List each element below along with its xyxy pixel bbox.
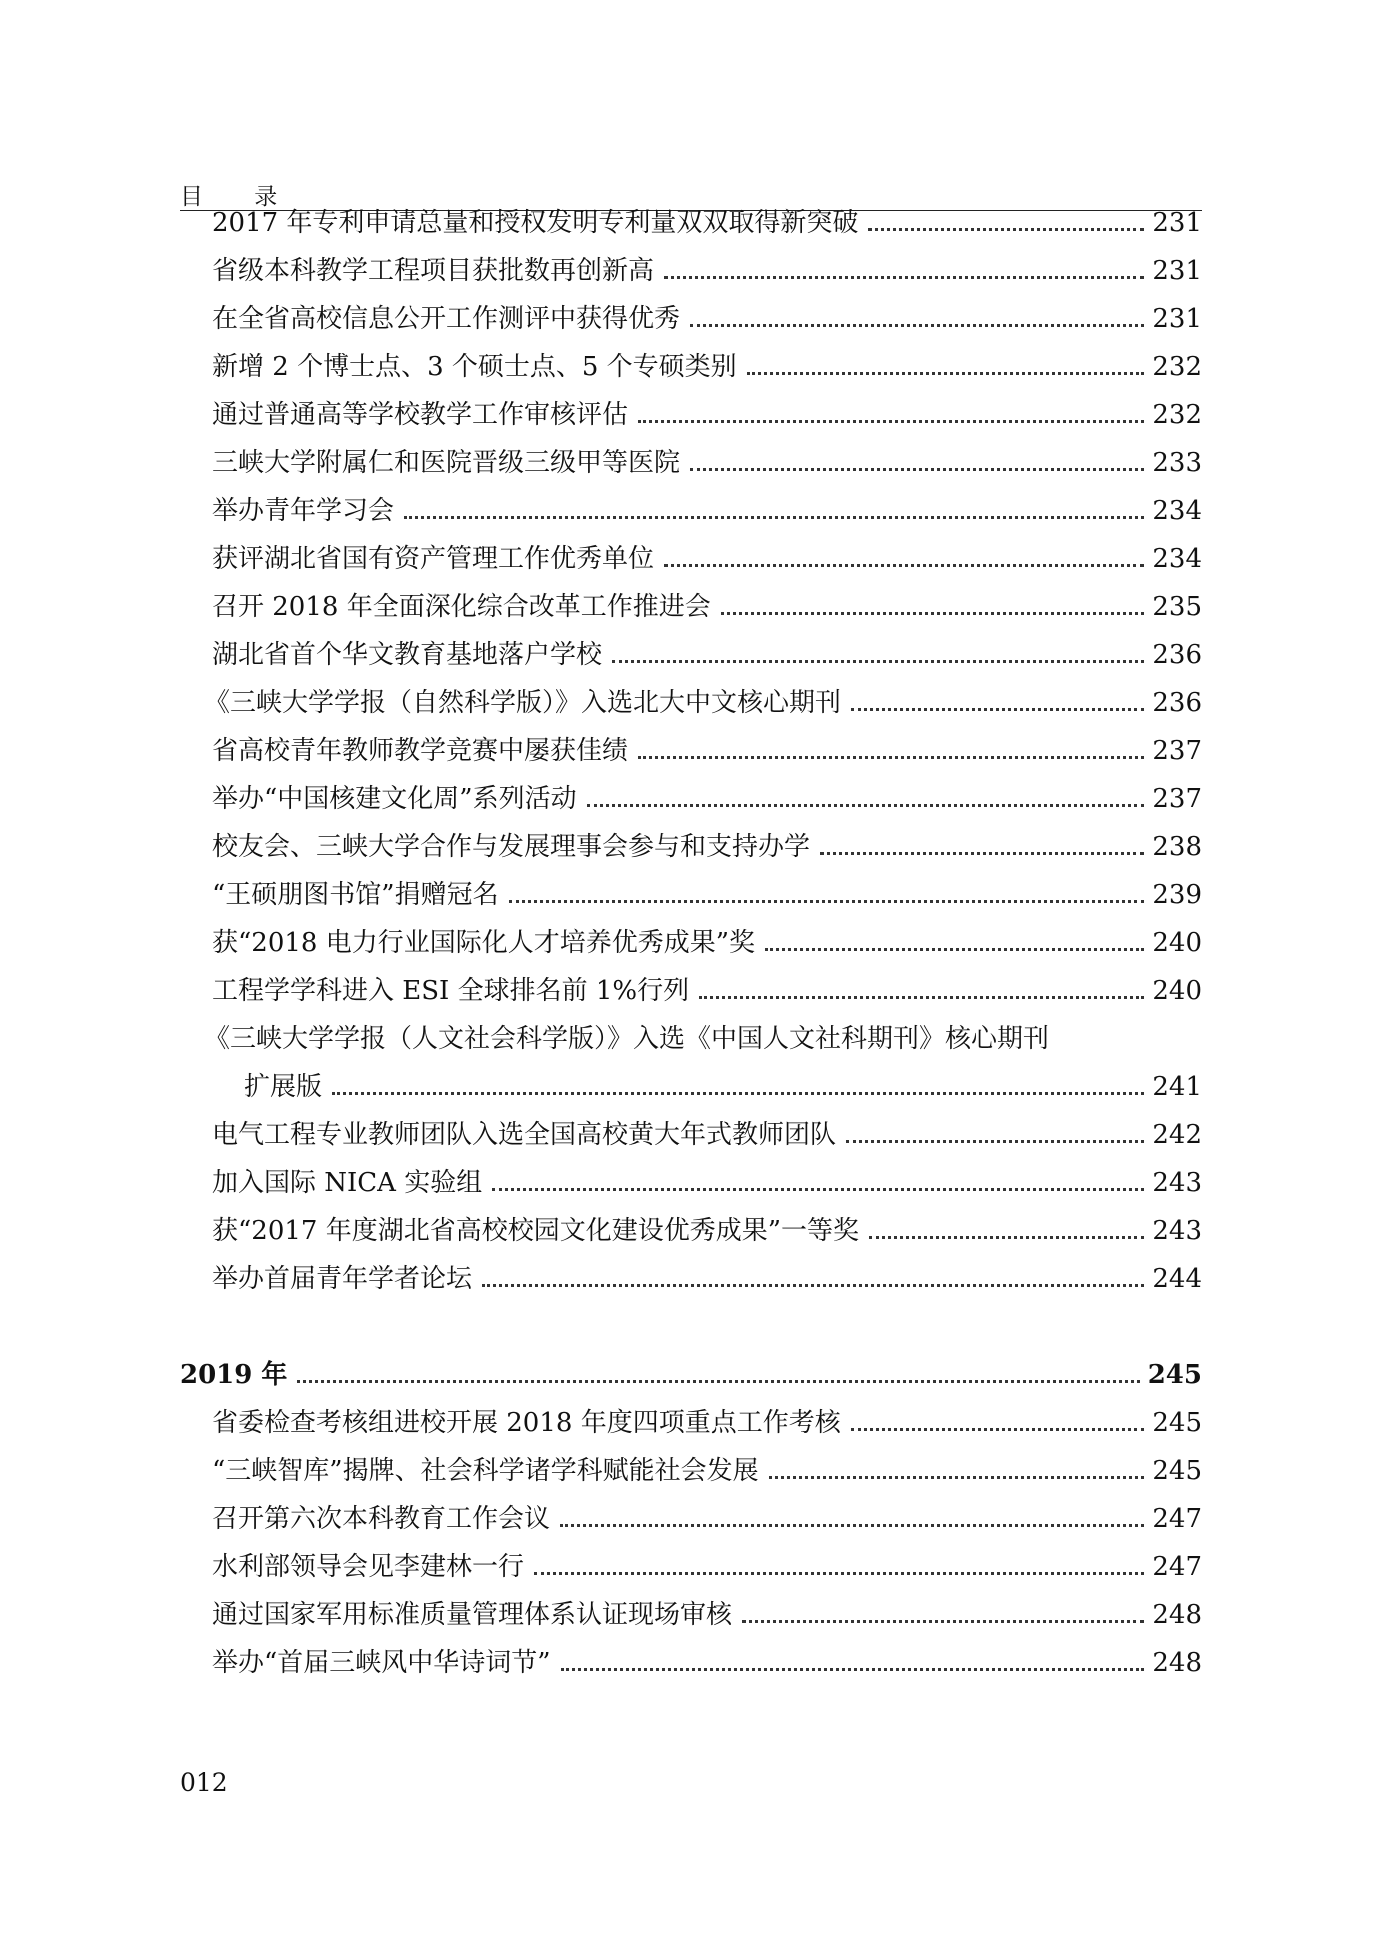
toc-entry-title: 召开第六次本科教育工作会议 bbox=[212, 1504, 551, 1534]
toc-entry-page: 232 bbox=[1152, 400, 1202, 430]
dot-leader bbox=[492, 1188, 1144, 1191]
toc-entry-title: 湖北省首个华文教育基地落户学校 bbox=[212, 640, 603, 670]
toc-entry[interactable] bbox=[212, 632, 1202, 672]
dot-leader bbox=[638, 420, 1144, 423]
toc-entry-page: 244 bbox=[1152, 1264, 1202, 1294]
toc-entry-title: 水利部领导会见李建林一行 bbox=[212, 1552, 525, 1582]
toc-entry[interactable] bbox=[212, 1592, 1202, 1632]
toc-entry-page: 234 bbox=[1152, 496, 1202, 526]
dot-leader bbox=[297, 1380, 1139, 1383]
toc-entry-title: 省高校青年教师教学竞赛中屡获佳绩 bbox=[212, 736, 629, 766]
toc-entry-page: 245 bbox=[1152, 1456, 1202, 1486]
dot-leader bbox=[690, 468, 1144, 471]
dot-leader bbox=[561, 1668, 1145, 1671]
dot-leader bbox=[560, 1524, 1144, 1527]
toc-entry-title: 工程学学科进入 ESI 全球排名前 1%行列 bbox=[212, 976, 690, 1006]
toc-entry[interactable] bbox=[212, 296, 1202, 336]
running-header: 目 录 bbox=[180, 184, 300, 210]
dot-leader bbox=[846, 1140, 1144, 1143]
dot-leader bbox=[482, 1284, 1144, 1287]
toc-entry-page: 248 bbox=[1152, 1600, 1202, 1630]
toc-entry-title: 加入国际 NICA 实验组 bbox=[212, 1168, 483, 1198]
toc-entry-page: 236 bbox=[1152, 640, 1202, 670]
toc-entry-title-continued: 扩展版 bbox=[244, 1072, 323, 1102]
toc-entry[interactable] bbox=[212, 488, 1202, 528]
toc-entry-page: 231 bbox=[1152, 256, 1202, 286]
toc-entry[interactable] bbox=[212, 1256, 1202, 1296]
toc-entry-page: 245 bbox=[1147, 1360, 1202, 1390]
toc-entry-title: 通过普通高等学校教学工作审核评估 bbox=[212, 400, 629, 430]
toc-entry[interactable] bbox=[212, 872, 1202, 912]
toc-entry-multiline[interactable] bbox=[204, 1016, 1202, 1104]
toc-entry-page: 241 bbox=[1152, 1072, 1202, 1102]
toc-entry[interactable] bbox=[212, 392, 1202, 432]
toc-entry[interactable] bbox=[212, 920, 1202, 960]
toc-entry-title: 2017 年专利申请总量和授权发明专利量双双取得新突破 bbox=[212, 208, 859, 238]
toc-entry-page: 242 bbox=[1152, 1120, 1202, 1150]
toc-year-heading[interactable] bbox=[180, 1352, 1202, 1392]
toc-entry[interactable] bbox=[212, 1448, 1202, 1488]
dot-leader bbox=[664, 564, 1144, 567]
toc-entry[interactable] bbox=[212, 440, 1202, 480]
dot-leader bbox=[820, 852, 1144, 855]
dot-leader bbox=[509, 900, 1145, 903]
toc-entry-page: 233 bbox=[1152, 448, 1202, 478]
toc-entry-title: 获“2017 年度湖北省高校校园文化建设优秀成果”一等奖 bbox=[212, 1216, 860, 1246]
toc-entry-title: 省级本科教学工程项目获批数再创新高 bbox=[212, 256, 655, 286]
toc-entry[interactable] bbox=[212, 968, 1202, 1008]
toc-entry[interactable] bbox=[212, 200, 1202, 240]
toc-entry-page: 240 bbox=[1152, 976, 1202, 1006]
toc-entry-page: 235 bbox=[1152, 592, 1202, 622]
toc-entry-continuation bbox=[204, 1056, 1202, 1104]
toc-entry-title: 通过国家军用标准质量管理体系认证现场审核 bbox=[212, 1600, 733, 1630]
toc-entry-page: 232 bbox=[1152, 352, 1202, 382]
toc-entry-title: 《三峡大学学报（人文社会科学版）》入选《中国人文社科期刊》核心期刊 bbox=[204, 1024, 1050, 1054]
toc-entry-page: 236 bbox=[1152, 688, 1202, 718]
dot-leader bbox=[587, 804, 1145, 807]
toc-entry-title: 校友会、三峡大学合作与发展理事会参与和支持办学 bbox=[212, 832, 811, 862]
toc-entry-title: “三峡智库”揭牌、社会科学诸学科赋能社会发展 bbox=[212, 1456, 759, 1486]
toc-entry[interactable] bbox=[212, 1544, 1202, 1584]
toc-entry-page: 231 bbox=[1152, 304, 1202, 334]
toc-entry-page: 234 bbox=[1152, 544, 1202, 574]
dot-leader bbox=[742, 1620, 1144, 1623]
dot-leader bbox=[851, 1428, 1145, 1431]
toc-entry-title: 省委检查考核组进校开展 2018 年度四项重点工作考核 bbox=[212, 1408, 841, 1438]
toc-entry-page: 231 bbox=[1152, 208, 1202, 238]
toc-entry[interactable] bbox=[212, 1400, 1202, 1440]
toc-entry-title: 三峡大学附属仁和医院晋级三级甲等医院 bbox=[212, 448, 681, 478]
dot-leader bbox=[769, 1476, 1145, 1479]
toc-entry-title: 在全省高校信息公开工作测评中获得优秀 bbox=[212, 304, 681, 334]
toc-entry-title: 《三峡大学学报（自然科学版）》入选北大中文核心期刊 bbox=[204, 688, 842, 718]
toc-entry-page: 247 bbox=[1152, 1504, 1202, 1534]
dot-leader bbox=[699, 996, 1144, 999]
toc-entry-page: 247 bbox=[1152, 1552, 1202, 1582]
toc-entry[interactable] bbox=[212, 1160, 1202, 1200]
toc-entry-page: 248 bbox=[1152, 1648, 1202, 1678]
dot-leader bbox=[332, 1092, 1144, 1095]
toc-entry-title: 获评湖北省国有资产管理工作优秀单位 bbox=[212, 544, 655, 574]
toc-entry[interactable] bbox=[212, 1640, 1202, 1680]
dot-leader bbox=[664, 276, 1144, 279]
toc-entry[interactable] bbox=[212, 1208, 1202, 1248]
toc-entry[interactable] bbox=[212, 776, 1202, 816]
dot-leader bbox=[690, 324, 1144, 327]
toc-entry[interactable] bbox=[212, 248, 1202, 288]
toc-entry-title: 举办首届青年学者论坛 bbox=[212, 1264, 473, 1294]
toc-year-title: 2019 年 bbox=[180, 1360, 288, 1390]
dot-leader bbox=[868, 228, 1144, 231]
dot-leader bbox=[404, 516, 1144, 519]
toc-entry-title: 新增 2 个博士点、3 个硕士点、5 个专硕类别 bbox=[212, 352, 737, 382]
toc-entry-page: 239 bbox=[1152, 880, 1202, 910]
toc-entry[interactable] bbox=[212, 728, 1202, 768]
toc-entry-title: 电气工程专业教师团队入选全国高校黄大年式教师团队 bbox=[212, 1120, 837, 1150]
toc-entry-title: 获“2018 电力行业国际化人才培养优秀成果”奖 bbox=[212, 928, 756, 958]
toc-entry-title: 举办青年学习会 bbox=[212, 496, 395, 526]
dot-leader bbox=[765, 948, 1144, 951]
toc-entry-page: 243 bbox=[1152, 1168, 1202, 1198]
dot-leader bbox=[721, 612, 1145, 615]
dot-leader bbox=[534, 1572, 1144, 1575]
toc-entry-page: 243 bbox=[1152, 1216, 1202, 1246]
toc-entry[interactable] bbox=[212, 344, 1202, 384]
toc-entry-title: 举办“中国核建文化周”系列活动 bbox=[212, 784, 577, 814]
toc-entry[interactable] bbox=[212, 536, 1202, 576]
dot-leader bbox=[747, 372, 1145, 375]
toc-entry-title: 举办“首届三峡风中华诗词节” bbox=[212, 1648, 551, 1678]
toc-entry[interactable] bbox=[212, 824, 1202, 864]
dot-leader bbox=[851, 708, 1144, 711]
toc-entry-page: 237 bbox=[1152, 736, 1202, 766]
toc-entry-page: 245 bbox=[1152, 1408, 1202, 1438]
toc-entry-title: “王硕朋图书馆”捐赠冠名 bbox=[212, 880, 499, 910]
dot-leader bbox=[869, 1236, 1144, 1239]
toc-entry-page: 238 bbox=[1152, 832, 1202, 862]
toc-entry-page: 240 bbox=[1152, 928, 1202, 958]
dot-leader bbox=[638, 756, 1144, 759]
toc-entry[interactable] bbox=[212, 584, 1202, 624]
page-number: 012 bbox=[180, 1768, 228, 1797]
toc-entry[interactable] bbox=[204, 680, 1202, 720]
toc-entry-title: 召开 2018 年全面深化综合改革工作推进会 bbox=[212, 592, 711, 622]
dot-leader bbox=[612, 660, 1144, 663]
toc-entry-page: 237 bbox=[1152, 784, 1202, 814]
toc-entry[interactable] bbox=[212, 1112, 1202, 1152]
toc-entry[interactable] bbox=[212, 1496, 1202, 1536]
